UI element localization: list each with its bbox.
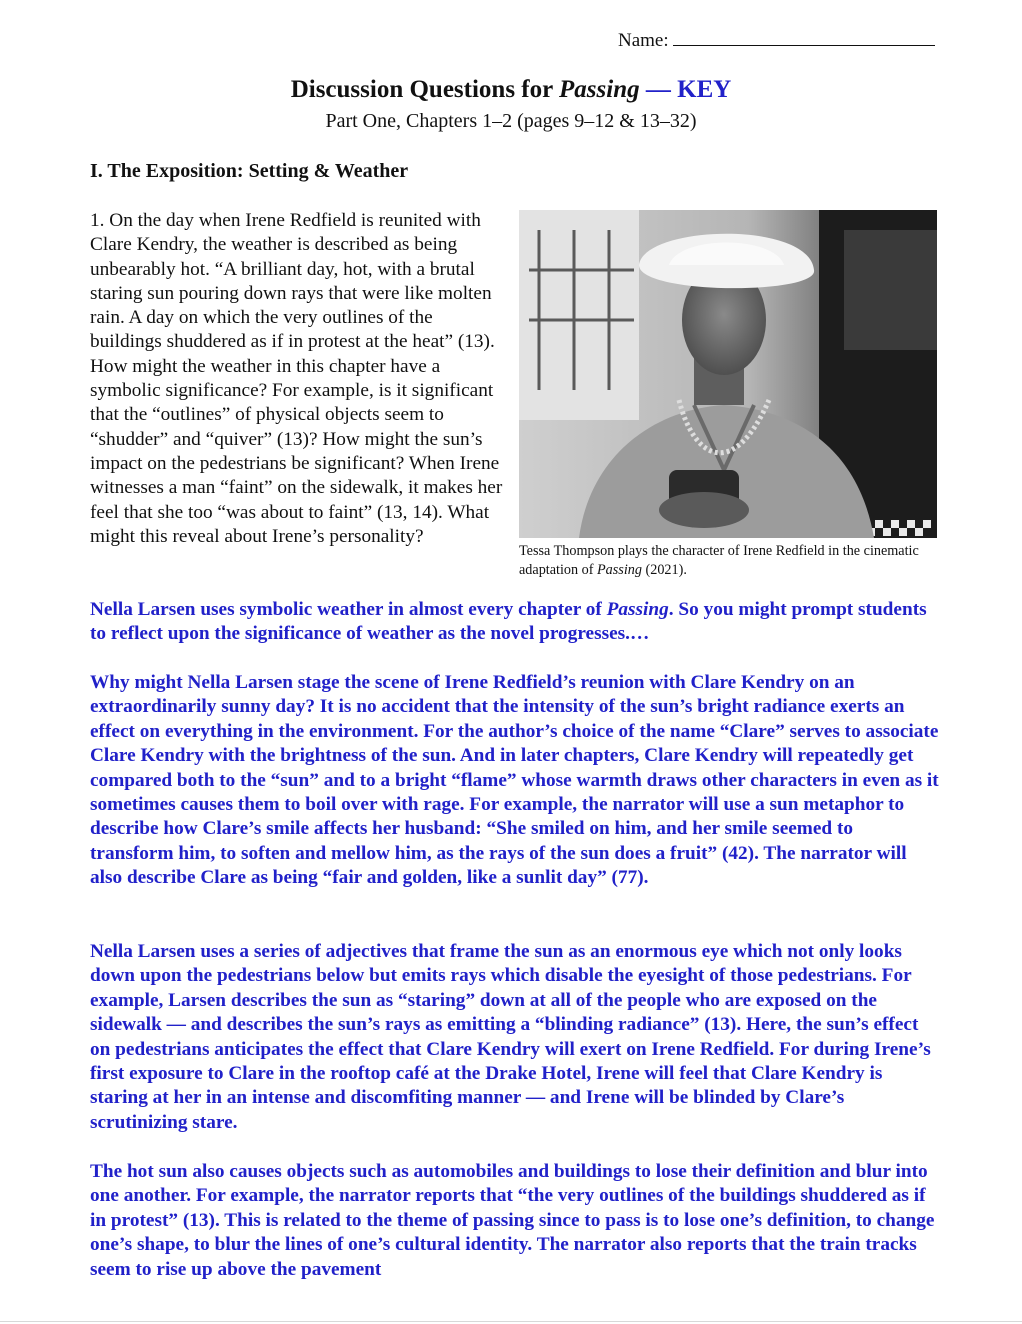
photo-caption (519, 542, 939, 580)
caption-title: Passing (597, 562, 642, 578)
title-key: — KEY (639, 76, 732, 103)
answer-paragraph-1 (90, 598, 940, 647)
answer-paragraph-4: The hot sun also causes objects such as automobiles and buildings to lose their definition and blur into one another. For example, the narrator reports that “the very outlines of the buildings shuddered as if in protest” (13). This is related to the theme of passing since to pass is to lose one’s definition, to change one’s shape, to blur the lines of one’s cultural identity. The narrator also reports that the train tracks seem to rise up above the pavement (90, 1161, 935, 1280)
page-title (0, 76, 1022, 104)
answer-paragraph-2: Why might Nella Larsen stage the scene of Irene Redfield’s reunion with Clare Kendry on an extraordinarily sunny day? It is no accident that the intensity of the sun’s bright radiance exerts an effect on everything in the environment. For the author’s choice of the name “Clare” serves to associate Clare Kendry with the brightness of the sun. And in later chapters, Clare Kendry will repeatedly get compared both to the “sun” and to a bright “flame” whose warmth draws other characters in even as it sometimes causes them to boil over with rage. For example, the narrator will use a sun metaphor to describe how Clare’s smile affects her husband: “She smiled on him, and her smile seemed to transform him, to soften and mellow him, as the rays of the sun does a fruit” (42). The narrator will also describe Clare as being “fair and golden, like a sunlit day” (77). (90, 672, 939, 889)
answer-paragraph-3: Nella Larsen uses a series of adjectives that frame the sun as an enormous eye which not only looks down upon the pedestrians below but emits rays which disable the eyesight of those pedestrians. For example, Larsen describes the sun as “staring” down at all of the people who are exposed on the sidewalk — and describes the sun’s rays as emitting a “blinding radiance” (13). Here, the sun’s effect on pedestrians anticipates the effect that Clare Kendry will exert on Irene Redfield. For during Irene’s first exposure to Clare in the rooftop café at the Drake Hotel, Irene will feel that Clare Kendry is staring at her in an intense and discomfiting manner — and Irene will be blinded by Clare’s scrutinizing stare. (90, 941, 931, 1133)
answer-1-title: Passing (606, 599, 669, 620)
title-main: Discussion Questions for (290, 76, 560, 103)
film-still-photo (519, 210, 937, 538)
answer-1-pre: Nella Larsen uses symbolic weather in almost every chapter of (90, 599, 607, 620)
name-field[interactable] (618, 30, 935, 52)
question-1: 1. On the day when Irene Redfield is reunited with Clare Kendry, the weather is described as being unbearably hot. “A brilliant day, hot, with a brutal staring sun pouring down rays that were like molten rain. A day on which the very outlines of the buildings shuddered as if in protest at the heat” (13). How might the weather in this chapter have a symbolic significance? For example, is it significant that the “outlines” of physical objects seem to “shudder” and “quiver” (13)? How might the sun’s impact on the pedestrians be significant? When Irene witnesses a man “faint” on the sidewalk, it makes her feel that she too “was about to faint” (13, 14). What might this reveal about Irene’s personality? (90, 210, 503, 547)
answer-1-post: . So you might prompt students to reflect upon the significance of weather as the novel progresses.… (90, 599, 927, 645)
section-heading: I. The Exposition: Setting & Weather (90, 160, 409, 182)
page-subtitle: Part One, Chapters 1–2 (pages 9–12 & 13–32) (325, 110, 697, 132)
caption-year: (2021). (641, 562, 687, 578)
caption-text: Tessa Thompson plays the character of Irene Redfield in the cinematic adaptation of (519, 543, 919, 578)
name-label: Name: (618, 30, 669, 51)
name-blank-line[interactable] (673, 31, 935, 46)
page-bottom-divider (0, 1321, 1022, 1322)
title-book: Passing (559, 76, 640, 103)
